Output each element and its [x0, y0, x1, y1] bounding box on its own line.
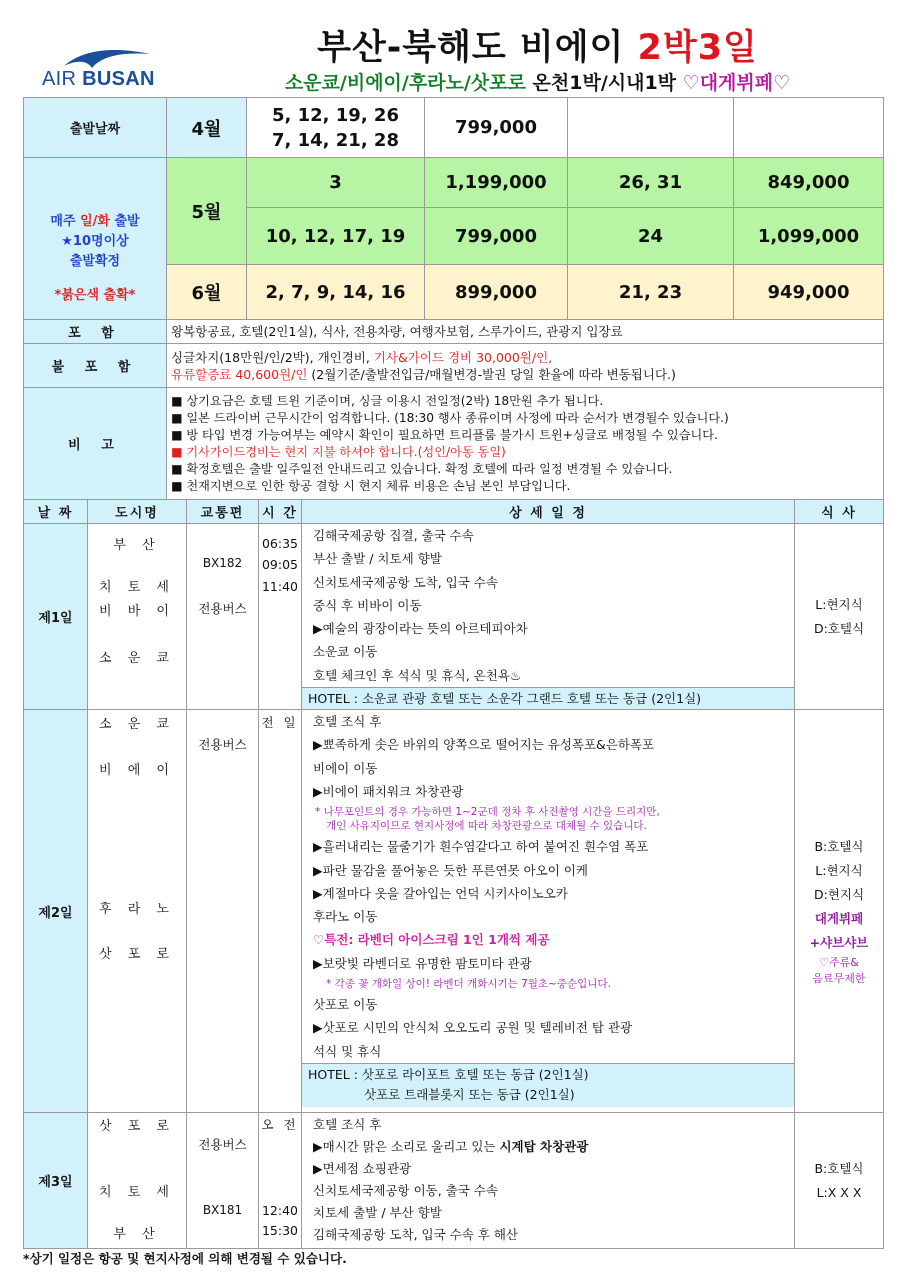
price-table [23, 97, 884, 320]
april-price: 799,000 [425, 98, 568, 158]
day2-meals: B:호텔식 L:현지식 D:현지식 대게뷔페 +샤브샤브 ♡주류& 음료무제한 [795, 710, 884, 1113]
exclude-text: 싱글차지(18만원/인/2박), 개인경비, 기사&가이드 경비 30,000원/인, 유류할증료 40,600원/인 (2월기준/출발전입금/매월변경-발권 당일 환율에 따라 변동됩니다.) [167, 344, 884, 388]
may-dates-1: 3 [247, 158, 425, 208]
day1-transport: BX182 전용버스 [187, 524, 259, 710]
itinerary-line: 소운쿄 이동 [313, 644, 378, 660]
day1-label: 제1일 [24, 524, 88, 710]
itinerary-line: 신치토세국제공항 도착, 입국 수속 [313, 574, 498, 590]
exclude-label: 불 포 함 [24, 344, 167, 388]
april-price-b [734, 98, 884, 158]
day3-times: 오 전 12:40 15:30 [259, 1113, 302, 1249]
may-price-1: 1,199,000 [425, 158, 568, 208]
schedule-table [23, 499, 884, 1249]
itinerary-line: 중식 후 비바이 이동 [313, 597, 422, 613]
remarks-label: 비 고 [24, 388, 167, 500]
header-date: 날 짜 [24, 500, 88, 524]
header-meal: 식 사 [795, 500, 884, 524]
day2-times: 전 일 [259, 710, 302, 1113]
april-dates: 5, 12, 19, 26 7, 14, 21, 28 [247, 98, 425, 158]
remark-item: ■ 상기요금은 호텔 트윈 기준이며, 싱글 이용시 전일정(2박) 18만원 추가 됩니다. [171, 393, 604, 408]
header-detail: 상 세 일 정 [302, 500, 795, 524]
itinerary-line: ▶삿포로 시민의 안식처 오오도리 공원 및 텔레비전 탑 관광 [313, 1020, 633, 1036]
itinerary-line: 부산 출발 / 치토세 향발 [313, 551, 442, 567]
day1-times: 06:35 09:05 11:40 [259, 524, 302, 710]
itinerary-line: 김해국제공항 집결, 출국 수속 [313, 528, 474, 543]
day2-transport: 전용버스 [187, 710, 259, 1113]
june-dates-b: 21, 23 [568, 265, 734, 320]
schedule-header [24, 500, 884, 524]
logo-text: AIR BUSAN [42, 68, 155, 90]
flower-note: * 각종 꽃 개화일 상이! 라벤더 개화시기는 7월초~중순입니다. [326, 978, 611, 991]
itinerary-line: 후라노 이동 [313, 909, 378, 925]
itinerary-line: 삿포로 이동 [313, 997, 378, 1013]
remark-item: ■ 일본 드라이버 근무시간이 엄격합니다. (18:30 행사 종류이며 사정에 따라 순서가 변경될수 있습니다.) [171, 410, 729, 425]
page-subtitle: 소운쿄/비에이/후라노/삿포로 온천1박/시내1박 ♡대게뷔페♡ [284, 72, 791, 94]
special-offer: ♡특전: 라벤더 아이스크림 1인 1개씩 제공 [313, 932, 550, 948]
itinerary-line: 비에이 이동 [313, 760, 378, 776]
june-price-b: 949,000 [734, 265, 884, 320]
info-table [23, 319, 884, 500]
day2-hotel: HOTEL : 삿포로 라이포트 호텔 또는 동급 (2인1실) 삿포로 트래블롯지 또는 동급 (2인1실) [302, 1063, 794, 1107]
day1-meals: L:현지식 D:호텔식 [795, 524, 884, 710]
remark-item: ■ 확정호텔은 출발 일주일전 안내드리고 있습니다. 확정 호텔에 따라 일정 변경될 수 있습니다. [171, 461, 673, 476]
include-text: 왕복항공료, 호텔(2인1실), 식사, 전용차량, 여행자보험, 스루가이드, 관광지 입장료 [167, 320, 884, 344]
itinerary-line: 석식 및 휴식 [313, 1043, 382, 1059]
remark-item: ■ 방 타입 변경 가능여부는 예약시 확인이 필요하면 트리플룸 불가시 트윈+싱글로 배정될 수 있습니다. [171, 427, 718, 442]
itinerary-line: ▶예술의 광장이라는 뜻의 아르테피아차 [313, 621, 528, 637]
header-city: 도시명 [88, 500, 187, 524]
day1-row [24, 524, 884, 710]
day1-details [302, 524, 795, 710]
month-may: 5월 [167, 158, 247, 265]
day3-row [24, 1113, 884, 1249]
photo-stop-note: * 나무포인트의 경우 가능하면 1~2군데 정차 후 사진촬영 시간을 드리지만, 개인 사유지이므로 현지사정에 따라 차창관광으로 대체될 수 있습니다. [315, 806, 660, 833]
remark-item: ■ 기사가이드경비는 현지 지불 하셔야 합니다.(성인/아동 동일) [171, 444, 506, 459]
day3-label: 제3일 [24, 1113, 88, 1249]
june-price: 899,000 [425, 265, 568, 320]
day2-label: 제2일 [24, 710, 88, 1113]
itinerary-line: 치토세 출발 / 부산 향발 [313, 1205, 442, 1221]
departure-label: 출발날짜 [24, 98, 167, 158]
itinerary-line: ▶비에이 패치워크 차창관광 [313, 783, 464, 799]
header-time: 시 간 [259, 500, 302, 524]
day3-transport: 전용버스 BX181 [187, 1113, 259, 1249]
may-dates-2: 10, 12, 17, 19 [247, 208, 425, 265]
itinerary-line: 호텔 체크인 후 석식 및 휴식, 온천욕♨ [313, 667, 522, 683]
day2-cities: 소 운 쿄 비 에 이 후 라 노 삿 포 로 [88, 710, 187, 1113]
itinerary-line: ▶매시간 맑은 소리로 울리고 있는 시계탑 차창관광 [313, 1139, 589, 1155]
itinerary-line: ▶계절마다 옷을 갈아입는 언덕 시키사이노오카 [313, 885, 568, 901]
month-june: 6월 [167, 265, 247, 320]
itinerary-line: ▶흘러내리는 물줄기가 흰수염같다고 하여 붙여진 흰수염 폭포 [313, 839, 649, 855]
may-price-2: 799,000 [425, 208, 568, 265]
day3-cities: 삿 포 로 치 토 세 부 산 [88, 1113, 187, 1249]
may-dates-1b: 26, 31 [568, 158, 734, 208]
day3-details [302, 1113, 795, 1249]
itinerary-line: 호텔 조식 후 [313, 1117, 382, 1133]
itinerary-line: ▶뾰족하게 솟은 바위의 양쪽으로 떨어지는 유성폭포&은하폭포 [313, 737, 655, 753]
itinerary-line: ▶보랏빛 라벤더로 유명한 팜토미타 관광 [313, 955, 532, 971]
remark-item: ■ 천재지변으로 인한 항공 결항 시 현지 체류 비용은 손님 본인 부담입니다. [171, 478, 571, 493]
itinerary-line: 김해국제공항 도착, 입국 수속 후 해산 [313, 1227, 518, 1243]
itinerary-line: 신치토세국제공항 이동, 출국 수속 [313, 1183, 498, 1199]
day1-hotel: HOTEL : 소운쿄 관광 호텔 또는 소운각 그랜드 호텔 또는 동급 (2인1실) [302, 687, 794, 709]
may-price-2b: 1,099,000 [734, 208, 884, 265]
day3-meals: B:호텔식 L:X X X [795, 1113, 884, 1249]
may-dates-2b: 24 [568, 208, 734, 265]
april-dates-b [568, 98, 734, 158]
itinerary-line: ▶면세점 쇼핑관광 [313, 1161, 412, 1177]
departure-info: 매주 일/화 출발 ★10명이상 출발확정 *붉은색 출확* [24, 158, 167, 320]
may-price-1b: 849,000 [734, 158, 884, 208]
month-april: 4월 [167, 98, 247, 158]
header-transport: 교통편 [187, 500, 259, 524]
day2-row [24, 710, 884, 1113]
air-busan-logo [42, 46, 157, 94]
page-title: 부산-북해도 비에이 2박3일 [317, 28, 758, 68]
itinerary-line: ▶파란 물감을 풀어놓은 듯한 푸른연못 아오이 이케 [313, 862, 588, 878]
day2-details [302, 710, 795, 1113]
itinerary-line: 호텔 조식 후 [313, 714, 382, 730]
june-dates: 2, 7, 9, 14, 16 [247, 265, 425, 320]
footer-note: *상기 일정은 항공 및 현지사정에 의해 변경될 수 있습니다. [23, 1251, 347, 1266]
include-label: 포 함 [24, 320, 167, 344]
day1-cities: 부 산 치 토 세 비 바 이 소 운 쿄 [88, 524, 187, 710]
remarks-list [167, 388, 884, 500]
